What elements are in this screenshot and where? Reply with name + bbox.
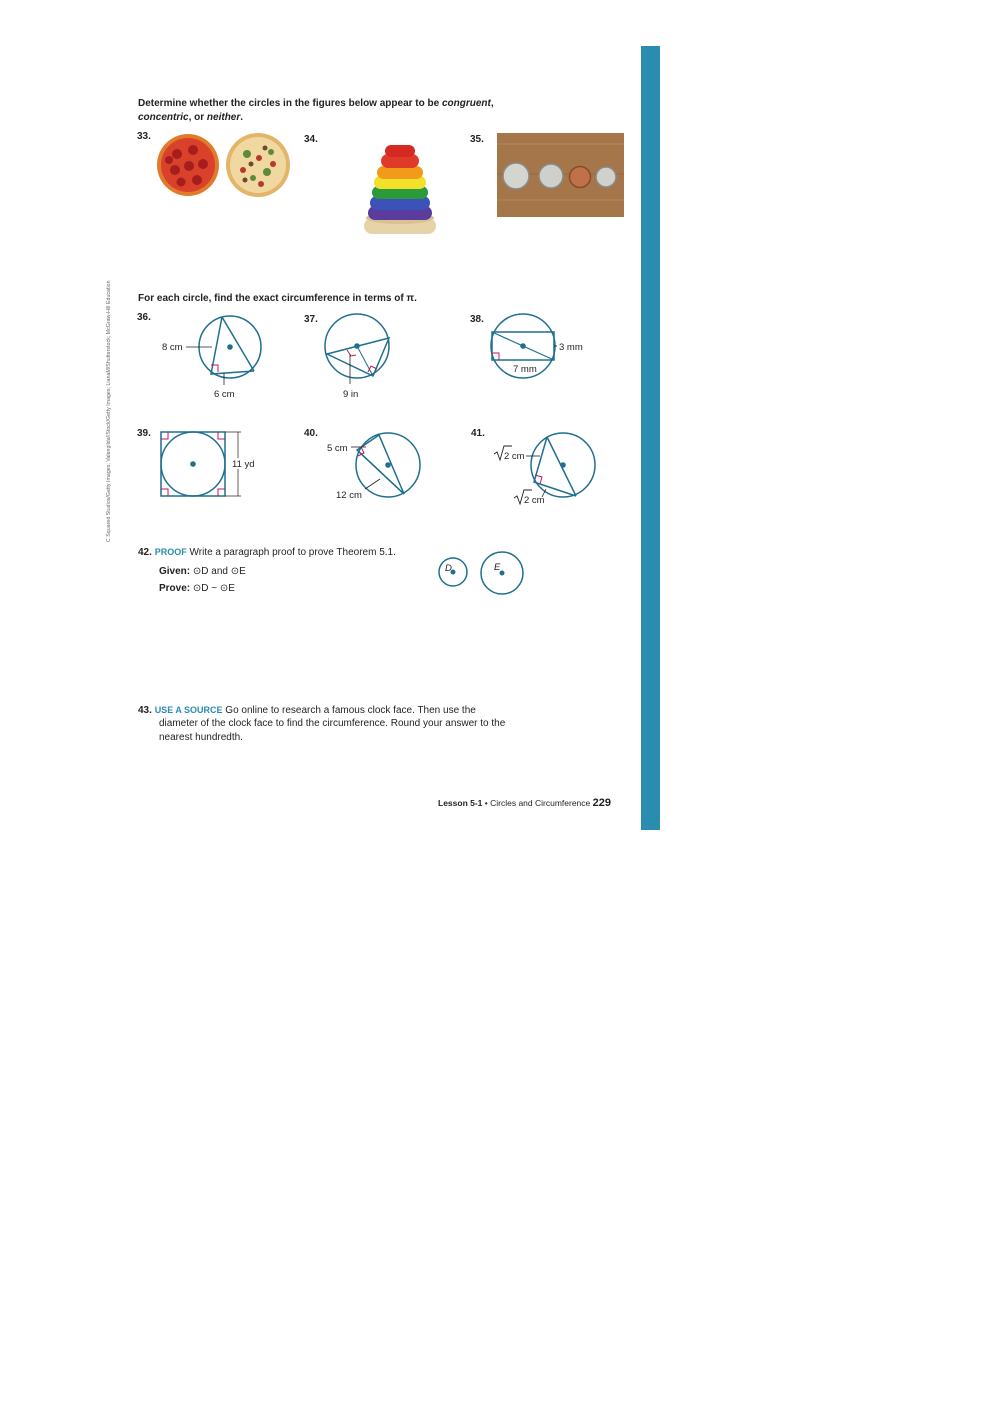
- problem-number-38: 38.: [470, 314, 484, 325]
- figure-38: [485, 310, 595, 380]
- photo-credit: C Squared Studios/Getty Images; Valengilda/iStock/Getty Images; LianaM/Shutterstock; McGraw-Hill Education: [106, 280, 112, 542]
- label-36-base: 6 cm: [214, 389, 235, 400]
- label-39-side: 11 yd: [232, 459, 255, 470]
- label-38-length: 7 mm: [513, 364, 537, 375]
- label-36-side: 8 cm: [162, 342, 183, 353]
- stacking-rings-toy-image: [360, 142, 440, 238]
- figure-37: [320, 310, 400, 405]
- question-43: 43. USE A SOURCE Go online to research a famous clock face. Then use the: [138, 705, 476, 716]
- problem-number-37: 37.: [304, 314, 318, 325]
- figure-36: [150, 305, 280, 405]
- pizzas-image: [155, 132, 295, 200]
- prove-line: Prove: ⊙D ~ ⊙E: [159, 583, 235, 594]
- label-38-width: 3 mm: [559, 342, 583, 353]
- problem-number-33: 33.: [137, 131, 151, 142]
- instruction-congruent: Determine whether the circles in the figures below appear to be congruent, concentric, or neither.: [138, 98, 494, 123]
- problem-number-39: 39.: [137, 428, 151, 439]
- page-footer: Lesson 5-1 • Circles and Circumference 229: [438, 797, 611, 809]
- problem-number-35: 35.: [470, 134, 484, 145]
- label-37-chord: 9 in: [343, 389, 359, 400]
- figure-39: [155, 425, 265, 505]
- label-40-long: 12 cm: [336, 490, 362, 501]
- given-line: Given: ⊙D and ⊙E: [159, 566, 246, 577]
- problem-number-41: 41.: [471, 428, 485, 439]
- use-a-source-tag: USE A SOURCE: [154, 705, 223, 715]
- figure-40: [320, 425, 430, 510]
- label-41-base: 2 cm: [524, 495, 545, 506]
- proof-tag: PROOF: [154, 547, 187, 557]
- label-circle-e: E: [494, 562, 501, 573]
- figure-41: [490, 425, 610, 515]
- instruction-circumference: For each circle, find the exact circumference in terms of π.: [138, 293, 417, 304]
- problem-number-34: 34.: [304, 134, 318, 145]
- label-circle-d: D: [445, 563, 452, 574]
- question-43-line3: nearest hundredth.: [159, 732, 243, 743]
- label-41-leg: 2 cm: [504, 451, 525, 462]
- problem-number-36: 36.: [137, 312, 151, 323]
- label-40-short: 5 cm: [327, 443, 348, 454]
- coins-image: [497, 133, 624, 217]
- page-edge-tab: [641, 46, 660, 830]
- figure-42-circles: [436, 550, 536, 600]
- question-43-line2: diameter of the clock face to find the circumference. Round your answer to the: [159, 718, 506, 729]
- page-number: 229: [592, 797, 611, 809]
- question-42: 42. PROOF Write a paragraph proof to prove Theorem 5.1.: [138, 547, 396, 558]
- problem-number-40: 40.: [304, 428, 318, 439]
